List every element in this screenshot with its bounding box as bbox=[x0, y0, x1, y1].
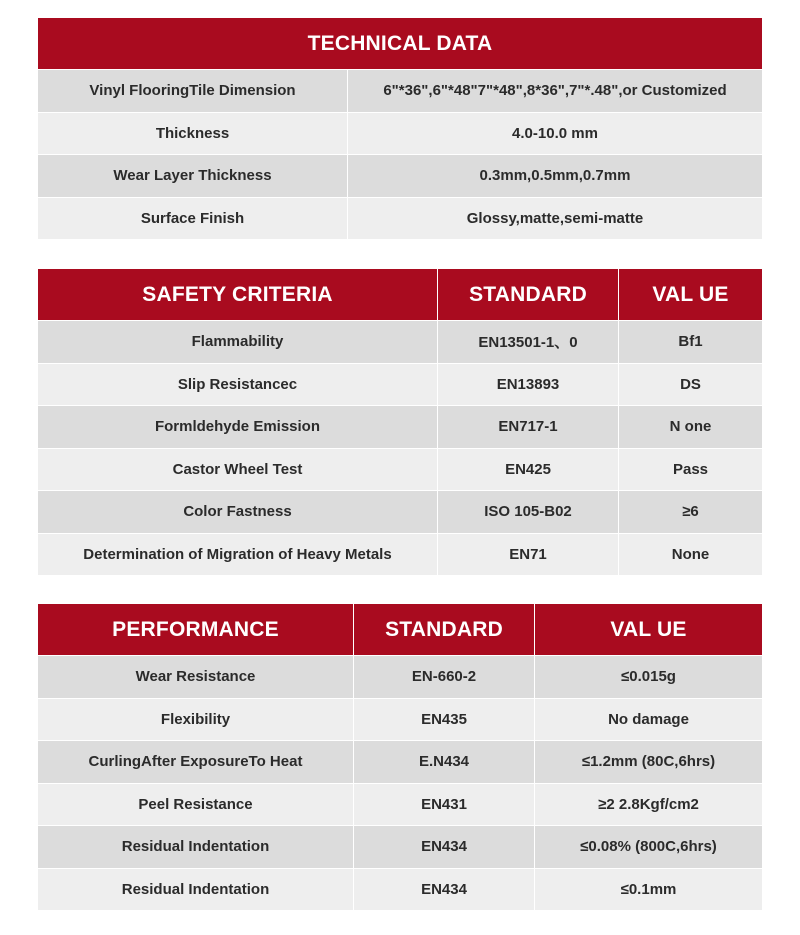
table-row bbox=[38, 154, 762, 197]
cell-criteria: Flammability bbox=[191, 333, 284, 351]
row-label: Wear Layer Thickness bbox=[113, 167, 272, 185]
row-label: Vinyl FlooringTile Dimension bbox=[89, 82, 296, 100]
technical-data-header bbox=[38, 18, 762, 69]
cell-value: Pass bbox=[618, 449, 762, 491]
table-row bbox=[38, 783, 762, 826]
col-header-standard: STANDARD bbox=[353, 604, 534, 655]
row-value: 4.0-10.0 mm bbox=[347, 113, 762, 155]
row-value: 0.3mm,0.5mm,0.7mm bbox=[347, 155, 762, 197]
cell-standard: EN425 bbox=[437, 449, 618, 491]
table-row bbox=[38, 197, 762, 240]
safety-criteria-table bbox=[38, 269, 762, 575]
technical-data-table bbox=[38, 18, 762, 239]
safety-criteria-header bbox=[38, 269, 762, 320]
cell-value: No damage bbox=[534, 699, 762, 741]
cell-performance: Peel Resistance bbox=[138, 795, 253, 813]
cell-standard: EN13501-1、0 bbox=[437, 321, 618, 363]
row-label: Surface Finish bbox=[140, 209, 245, 227]
cell-performance: Residual Indentation bbox=[121, 880, 270, 898]
cell-standard: E.N434 bbox=[353, 741, 534, 783]
col-header-value: VAL UE bbox=[534, 604, 762, 655]
cell-standard: EN431 bbox=[353, 784, 534, 826]
cell-performance: Flexibility bbox=[160, 710, 231, 728]
row-value: Glossy,matte,semi-matte bbox=[347, 198, 762, 240]
cell-standard: EN434 bbox=[353, 826, 534, 868]
table-row bbox=[38, 655, 762, 698]
cell-standard: EN71 bbox=[437, 534, 618, 576]
performance-table bbox=[38, 604, 762, 910]
table-row bbox=[38, 490, 762, 533]
performance-header bbox=[38, 604, 762, 655]
cell-value: ≥2 2.8Kgf/cm2 bbox=[534, 784, 762, 826]
col-header-standard: STANDARD bbox=[437, 269, 618, 320]
cell-value: ≤0.1mm bbox=[534, 869, 762, 911]
cell-criteria: Castor Wheel Test bbox=[172, 460, 303, 478]
cell-criteria: Formldehyde Emission bbox=[154, 418, 321, 436]
table-row bbox=[38, 405, 762, 448]
cell-performance: Wear Resistance bbox=[135, 668, 256, 686]
col-header-value: VAL UE bbox=[618, 269, 762, 320]
cell-value: DS bbox=[618, 364, 762, 406]
cell-value: Bf1 bbox=[618, 321, 762, 363]
cell-value: ≤0.08% (800C,6hrs) bbox=[534, 826, 762, 868]
cell-criteria: Color Fastness bbox=[183, 503, 292, 521]
col-header-performance: PERFORMANCE bbox=[112, 617, 279, 641]
table-row bbox=[38, 320, 762, 363]
row-label: Thickness bbox=[155, 124, 230, 142]
cell-performance: CurlingAfter ExposureTo Heat bbox=[88, 753, 303, 771]
table-row bbox=[38, 363, 762, 406]
cell-value: ≤0.015g bbox=[534, 656, 762, 698]
row-value: 6"*36",6"*48"7"*48",8*36",7"*.48",or Customized bbox=[347, 70, 762, 112]
cell-value: N one bbox=[618, 406, 762, 448]
table-row bbox=[38, 448, 762, 491]
table-row bbox=[38, 825, 762, 868]
cell-value: ≤1.2mm (80C,6hrs) bbox=[534, 741, 762, 783]
cell-standard: EN435 bbox=[353, 699, 534, 741]
table-row bbox=[38, 533, 762, 576]
cell-value: ≥6 bbox=[618, 491, 762, 533]
table-row bbox=[38, 69, 762, 112]
cell-criteria: Determination of Migration of Heavy Metals bbox=[83, 545, 392, 563]
cell-criteria: Slip Resistancec bbox=[177, 375, 298, 393]
table-row bbox=[38, 868, 762, 911]
cell-standard: EN434 bbox=[353, 869, 534, 911]
cell-value: None bbox=[618, 534, 762, 576]
technical-data-title: TECHNICAL DATA bbox=[307, 31, 493, 55]
cell-performance: Residual Indentation bbox=[121, 838, 270, 856]
table-row bbox=[38, 112, 762, 155]
cell-standard: EN717-1 bbox=[437, 406, 618, 448]
col-header-criteria: SAFETY CRITERIA bbox=[142, 282, 333, 306]
table-row bbox=[38, 740, 762, 783]
cell-standard: ISO 105-B02 bbox=[437, 491, 618, 533]
table-row bbox=[38, 698, 762, 741]
cell-standard: EN13893 bbox=[437, 364, 618, 406]
cell-standard: EN-660-2 bbox=[353, 656, 534, 698]
